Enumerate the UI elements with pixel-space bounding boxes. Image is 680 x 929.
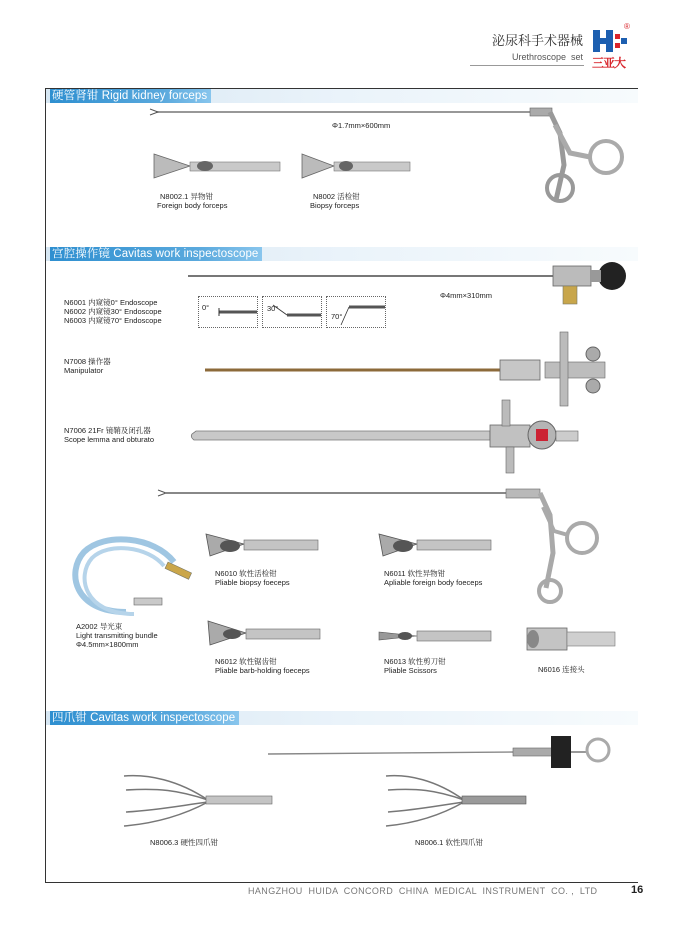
section-title-rigid: 硬管肾钳 Rigid kidney forceps [50,89,211,103]
angle-0-label: 0° [202,303,210,312]
footer-company: HANGZHOU HUIDA CONCORD CHINA MEDICAL INSTRUMENT CO. , LTD [248,886,598,896]
fourclaw-flexible-image [380,768,530,830]
header-underline [470,65,584,66]
page-frame-bottom [45,882,638,883]
foreign-body-forceps-tip [150,148,290,188]
page-frame-left [45,88,46,883]
fourclaw-rigid-image [118,770,278,830]
page-number: 16 [631,884,644,896]
tool-N6016-image [527,622,619,656]
section-band-rigid [46,89,638,103]
header-title-cn: 泌尿科手术器械 [492,34,584,49]
endoscope-1: N6001 内窥镜0° Endoscope [64,298,158,307]
rigid-item-2-code: N8002 活检钳 [313,192,360,201]
lemma-image [190,395,585,480]
rigid-item-1-code: N8002.1 异物钳 [160,192,213,201]
light-bundle-image [64,532,199,617]
tool-N6016-code: N6016 连接头 [538,665,585,674]
tool-N6012-code: N6012 软性锯齿钳 [215,657,277,666]
lemma-name: Scope lemma and obturato [64,435,155,444]
endoscope-3: N6003 内窥镜70° Endoscope [64,316,162,325]
biopsy-forceps-tip [300,148,415,188]
angle-box-70 [326,296,386,328]
rigid-item-1-name: Foreign body forceps [157,201,228,210]
fourclaw-flexible-code: N8006.1 软性四爪钳 [415,838,483,847]
section-title-fourclaw: 四爪钳 Cavitas work inspectoscope [50,711,239,725]
angle-box-30 [262,296,322,328]
tool-N6012-image [206,617,326,653]
tool-N6010-code: N6010 软性活检钳 [215,569,277,578]
bundle-name: Light transmitting bundle [76,631,158,640]
rigid-dimension: Φ1.7mm×600mm [332,121,391,130]
logo-registered: ® [624,22,630,31]
tool-N6011-name: Apliable foreign body foeceps [384,578,483,587]
tool-N6011-image [377,528,497,564]
bundle-code: A2002 导光束 [76,622,123,631]
tool-N6010-name: Pliable biopsy foeceps [215,578,290,587]
tool-N6010-image [204,528,324,564]
manipulator-name: Manipulator [64,366,104,375]
fourclaw-rigid-code: N8006.3 硬性四爪钳 [150,838,218,847]
section-title-cavitas: 宫腔操作镜 Cavitas work inspectoscope [50,247,262,261]
rigid-item-2-name: Biopsy forceps [310,201,360,210]
header-title-en: Urethroscope set [512,52,584,62]
bundle-size: Φ4.5mm×1800mm [76,640,139,649]
logo-text: 三亚大 [592,56,626,70]
section-band-fourclaw [46,711,638,725]
scope-angle-0-icon [199,297,257,327]
lemma-code: N7006 21Fr 镜鞘及闭孔器 [64,426,151,435]
company-logo [590,24,632,72]
manipulator-code: N7008 操作器 [64,357,111,366]
angle-box-0 [198,296,258,328]
endoscope-2: N6002 内窥镜30° Endoscope [64,307,162,316]
tool-N6013-code: N6013 软性剪刀钳 [384,657,446,666]
tool-N6013-name: Pliable Scissors [384,666,437,675]
angle-30-label: 30° [267,304,279,313]
tool-N6012-name: Pliable barb-holding foeceps [215,666,310,675]
tool-N6013-image [377,620,497,652]
scope-dimension: Φ4mm×310mm [440,291,493,300]
angle-70-label: 70° [331,312,343,321]
tool-N6011-code: N6011 软性异物钳 [384,569,446,578]
